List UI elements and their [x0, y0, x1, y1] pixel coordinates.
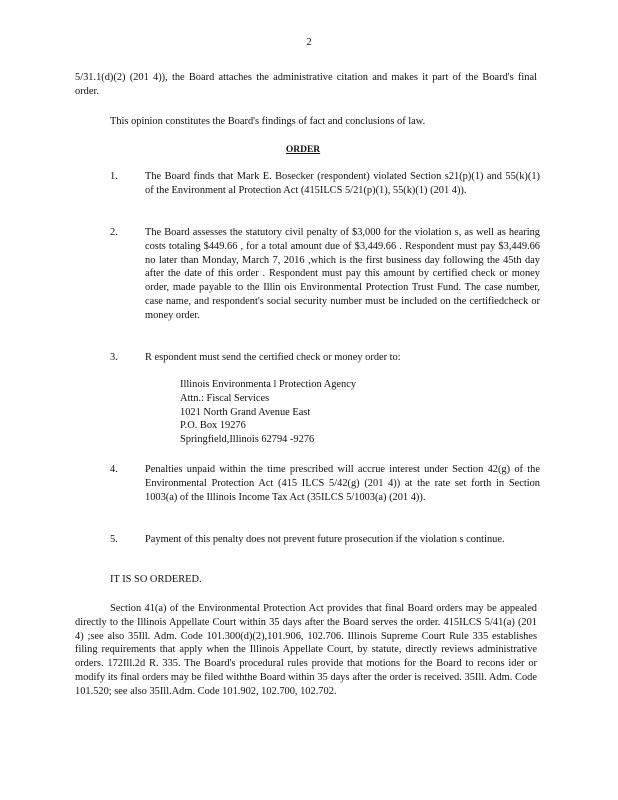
order-item-3 — [110, 351, 540, 365]
item-number: 5. — [110, 534, 118, 545]
order-item-5 — [110, 533, 540, 561]
page-number: 2 — [306, 36, 312, 48]
order-item-1 — [110, 170, 540, 212]
continuation-paragraph: 5/31.1(d)(2) (201 4)), the Board attaches the administrative citation and makes it part of the Board's final order. — [75, 72, 537, 97]
mailing-address — [180, 378, 356, 447]
appeal-rights-paragraph: Section 41(a) of the Environmental Protection Act provides that final Board orders may be appealed directly to the Illinois Appellate Court within 35 days after the Board serves the order. 415ILCS 5/41(a) (201 4) ;see also 35Ill. Adm. Code 101.300(d)(2),101.906, 102.706. Illinois Supreme Court Rule 335 establishes filing requirements that apply when the Illinois Appellate Court, by statute, directly reviews administrative orders. 172Ill.2d R. 335. The Board's procedural rules provide that motions for the Board to recons ider or modify its final orders may be filed withthe Board within 35 days after the order is received. 35Ill. Adm. Code 101.520; see also 35Ill.Adm. Code 101.902, 102.700, 102.702. — [75, 603, 537, 697]
address-line: Springfield,Illinois 62794 -9276 — [180, 434, 315, 446]
so-ordered: IT IS SO ORDERED. — [110, 574, 202, 585]
order-item-2 — [110, 226, 540, 338]
item-text: The Board assesses the statutory civil penalty of $3,000 for the violation s, as well as hearing costs totaling $449.66 , for a total amount due of $3,449.66 . Respondent must pay $3,449.66 no later than Monday, March 7, 2016 ,which is the first business day following the 45th day after the date of this order . Respondent must pay this amount by certified check or money order, made payable to the Illin ois Environmental Protection Trust Fund. The case number, case name, and respondent's social security number must be included on the certifiedcheck or money order. — [145, 227, 540, 321]
order-heading: ORDER — [285, 145, 321, 155]
address-line: P.O. Box 19276 — [180, 420, 246, 432]
address-line: 1021 North Grand Avenue East — [180, 406, 311, 418]
item-text: Penalties unpaid within the time prescribed will accrue interest under Section 42(g) of the Environmental Protection Act (415 ILCS 5/42(g) (201 4)) at the rate set forth in Section 1003(a) of the Illinois Income Tax Act (35ILCS 5/1003(a) (201 4)). — [145, 464, 540, 503]
opinion-statement: This opinion constitutes the Board's findings of fact and conclusions of law. — [110, 116, 426, 127]
item-number: 2. — [110, 227, 118, 238]
item-text: The Board finds that Mark E. Bosecker (respondent) violated Section s21(p)(1) and 55(k)(1) of the Environment al Protection Act (415ILCS 5/21(p)(1), 55(k)(1) (201 4)). — [145, 171, 540, 196]
item-text: R espondent must send the certified check or money order to: — [145, 352, 401, 363]
address-line: Attn.: Fiscal Services — [180, 392, 270, 404]
item-number: 1. — [110, 171, 118, 182]
item-number: 4. — [110, 464, 118, 475]
address-line: Illinois Environmenta l Protection Agency — [180, 379, 357, 390]
item-number: 3. — [110, 352, 118, 363]
item-text: Payment of this penalty does not prevent future prosecution if the violation s continue. — [145, 534, 505, 545]
order-item-4 — [110, 463, 540, 519]
